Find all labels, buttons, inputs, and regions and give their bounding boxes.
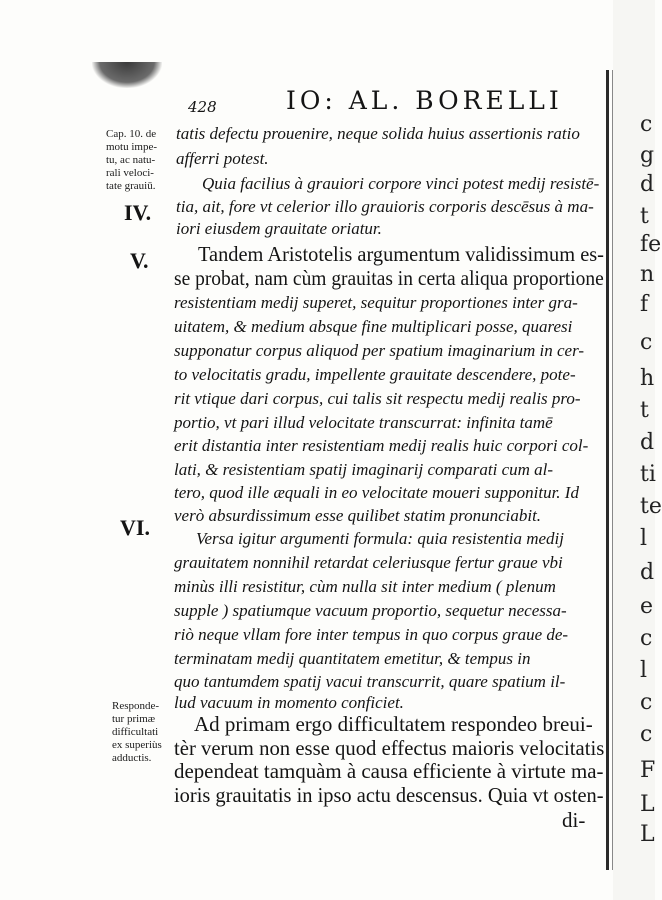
text-line: lati, & resistentiam spatij imaginarij comparati cum al- — [174, 460, 554, 479]
edge-letter: t — [640, 398, 649, 423]
binding-gutter — [606, 70, 609, 870]
text-line: erit distantia inter resistentiam medij realis huic corpori col- — [174, 436, 589, 455]
margin-note-line: rali veloci- — [106, 167, 154, 179]
section-number: VI. — [120, 515, 150, 540]
edge-letter: t — [640, 204, 649, 229]
text-line: dependeat tamquàm à causa efficiente à virtute ma- — [174, 759, 604, 783]
text-line: afferri potest. — [176, 149, 269, 168]
margin-note-line: tur primæ — [112, 713, 156, 725]
text-line: verò absurdissimum esse quilibet statim pronunciabit. — [174, 506, 542, 525]
text-line: resistentiam medij superet, sequitur proportiones inter gra- — [174, 293, 578, 312]
margin-note-line: adductis. — [112, 752, 152, 764]
text-line: uitatem, & medium absque fine multiplicari posse, quaresi — [174, 317, 573, 336]
text-line: supponatur corpus aliquod per spatium imaginarium in cer- — [174, 341, 585, 360]
edge-letter: L — [640, 792, 655, 817]
edge-letter: d — [640, 430, 655, 455]
text-line: Tandem Aristotelis argumentum validissimum es- — [198, 242, 604, 266]
edge-letter: F — [640, 758, 656, 783]
edge-letter: fe — [640, 232, 662, 257]
body-text — [174, 0, 604, 900]
margin-note-line: tate grauiū. — [106, 180, 156, 192]
text-line: riò neque vllam fore inter tempus in quo corpus graue de- — [174, 625, 569, 644]
text-line: portio, vt pari illud velocitate transcurrat: infinita tamē — [174, 413, 553, 432]
text-line: lud vacuum in momento conficiet. — [174, 693, 404, 712]
edge-letter: c — [640, 626, 653, 651]
text-line: to velocitatis gradu, impellente grauitate descendere, pote- — [174, 365, 576, 384]
edge-letter: d — [640, 172, 655, 197]
edge-letter: e — [640, 594, 654, 619]
section-number: IV. — [124, 200, 152, 225]
edge-letter: c — [640, 722, 653, 747]
section-number: V. — [130, 248, 149, 273]
edge-letter: l — [640, 526, 648, 551]
margin-note-line: motu impe- — [106, 141, 158, 153]
text-line: Quia facilius à grauiori corpore vinci potest medij resistē- — [202, 174, 600, 193]
margin-note — [106, 128, 178, 193]
edge-letter: g — [640, 143, 655, 168]
text-line: rit vtique dari corpus, cui talis sit respectu medij realis pro- — [174, 389, 581, 408]
text-line — [174, 268, 604, 289]
text-line: terminatam medij quantitatem emetitur, & tempus in — [174, 649, 531, 668]
text-line: tero, quod ille æquali in eo velocitate moueri supponitur. Id — [174, 483, 579, 502]
binding-gutter-line — [612, 70, 613, 870]
edge-letter: c — [640, 330, 653, 355]
running-title: IO: AL. BORELLI — [286, 86, 563, 115]
page-number: 428 — [188, 98, 217, 116]
margin-note-line: Responde- — [112, 700, 160, 712]
edge-letter: h — [640, 366, 655, 391]
margin-note-line: tu, ac natu- — [106, 154, 156, 166]
edge-letter: L — [640, 822, 655, 847]
edge-letter: c — [640, 690, 653, 715]
edge-letter: f — [640, 292, 649, 317]
text-line: supple ) spatiumque vacuum proportio, sequetur necessa- — [174, 601, 567, 620]
text-line: tia, ait, fore vt celerior illo grauioris corporis descēsus à ma- — [176, 197, 594, 216]
text-span: se probat, nam cùm grauitas in certa aliqua proportione — [174, 266, 604, 290]
scanner-shadow — [92, 62, 162, 88]
edge-letter: l — [640, 658, 648, 683]
edge-letter: n — [640, 262, 655, 287]
margin-note — [112, 700, 178, 765]
margin-note-line: Cap. 10. de — [106, 128, 157, 140]
edge-letter: te — [640, 494, 662, 519]
margin-note-line: ex superiùs — [112, 739, 162, 751]
edge-letter: d — [640, 560, 655, 585]
text-line: quo tantumdem spatij vacui transcurrit, quare spatium il- — [174, 672, 566, 691]
text-line: tatis defectu prouenire, neque solida huius assertionis ratio — [176, 124, 580, 143]
edge-letter: ti — [640, 462, 656, 487]
margin-note-line: difficultati — [112, 726, 159, 738]
edge-letter: c — [640, 112, 653, 137]
text-line: tèr verum non esse quod effectus maioris velocitatis — [174, 736, 605, 760]
text-line: minùs illi resistitur, cùm nulla sit inter medium ( plenum — [174, 577, 556, 596]
text-line: di- — [562, 808, 586, 832]
text-line: iori eiusdem grauitate oriatur. — [176, 219, 382, 238]
text-line: grauitatem nonnihil retardat celeriusque fertur graue vbi — [174, 553, 563, 572]
text-line: ioris grauitatis in ipso actu descensus. Quia vt osten- — [174, 783, 604, 807]
text-line: Ad primam ergo difficultatem respondeo breui- — [194, 712, 593, 736]
text-line: Versa igitur argumenti formula: quia resistentia medij — [196, 529, 565, 548]
